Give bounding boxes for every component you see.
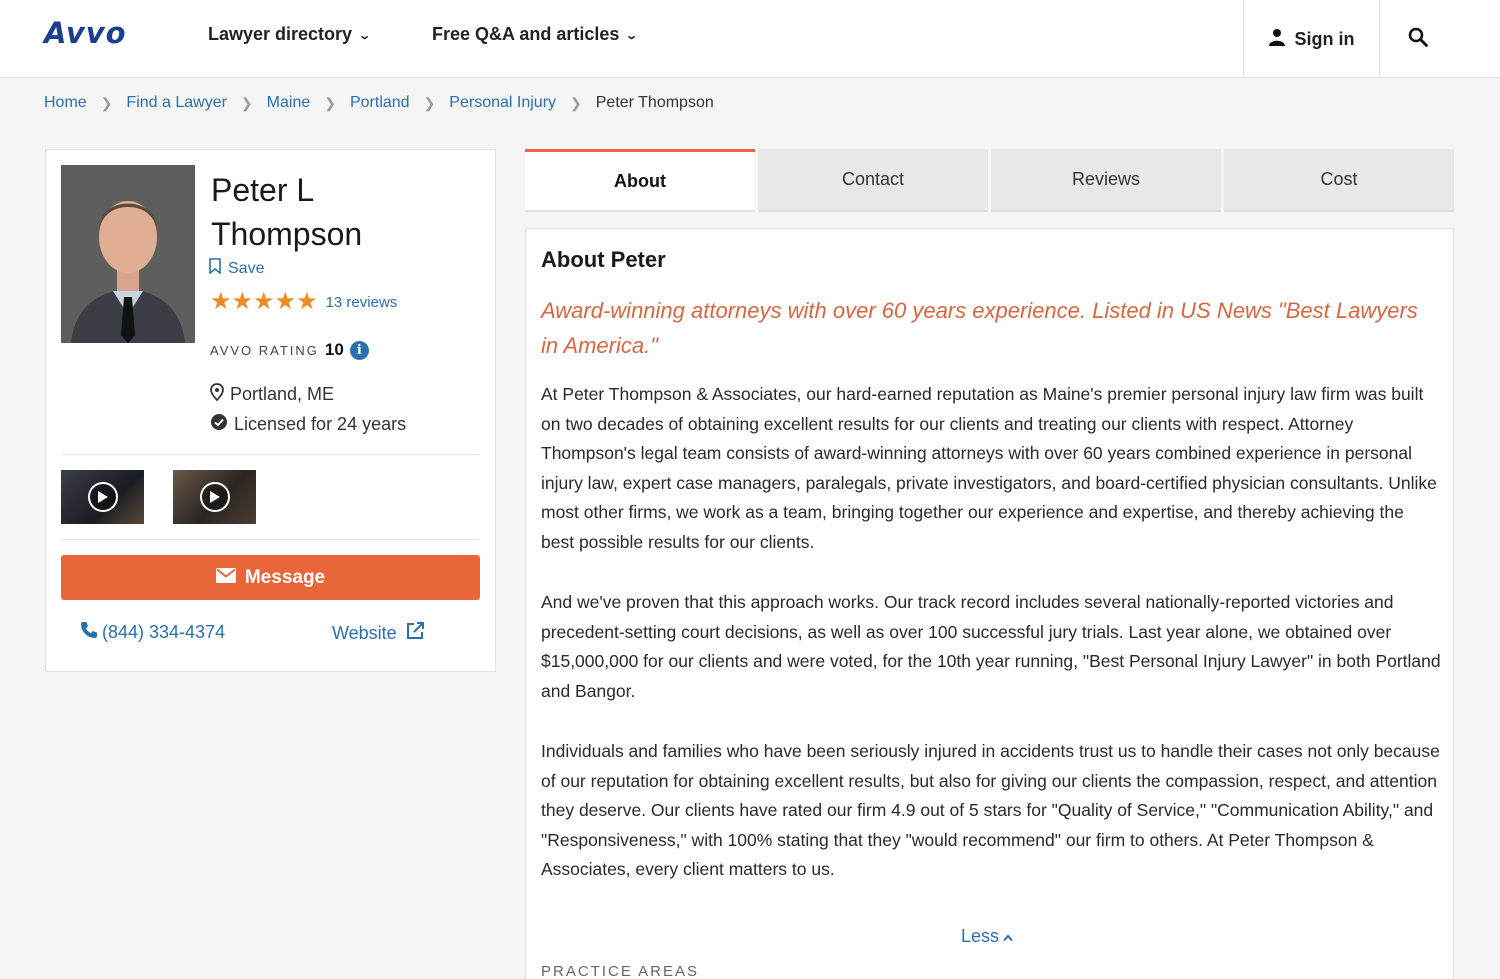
phone-icon — [80, 621, 98, 644]
tab-cost[interactable]: Cost — [1224, 149, 1454, 212]
location — [210, 383, 334, 406]
breadcrumb — [44, 94, 714, 112]
nav-lawyer-directory-label: Lawyer directory — [208, 24, 353, 44]
chevron-down-icon: ⌄ — [358, 30, 372, 42]
license-info — [210, 413, 406, 436]
lawyer-name: Peter L Thompson — [211, 172, 363, 252]
bookmark-icon — [209, 258, 221, 279]
save-label: Save — [228, 259, 265, 277]
tab-about[interactable]: About — [525, 149, 755, 212]
tab-reviews[interactable]: Reviews — [991, 149, 1221, 212]
chevron-right-icon: ❯ — [100, 94, 113, 111]
divider — [61, 539, 479, 540]
breadcrumb-personal-injury[interactable]: Personal Injury — [449, 94, 557, 111]
chevron-up-icon — [1003, 926, 1013, 947]
breadcrumb-portland[interactable]: Portland — [349, 94, 410, 111]
review-summary — [210, 290, 397, 314]
about-title: About Peter — [541, 247, 666, 272]
sign-in-button[interactable] — [1243, 0, 1380, 78]
chevron-right-icon: ❯ — [240, 94, 253, 111]
message-button[interactable] — [61, 555, 480, 600]
sign-in-label: Sign in — [1294, 28, 1355, 49]
practice-areas-heading: PRACTICE AREAS — [541, 963, 700, 979]
nav-lawyer-directory[interactable] — [208, 24, 372, 45]
about-paragraph: At Peter Thompson & Associates, our hard-earned reputation as Maine's premier personal injury law firm was built on two decades of obtaining excellent results for our clients and treating our clients with respect. Attorney Thompson's legal team consists of award-winning attorneys with over 60 years combined experience in personal injury law, expert case managers, paralegals, private investigators, and board-certified physician consultants. Unlike most other firms, we work as a team, bringing together our experience and expertise, and thereby achieving the best possible results for our clients. — [541, 384, 1437, 552]
reviews-link[interactable]: 13 reviews — [325, 293, 398, 311]
lawyer-photo — [61, 165, 195, 343]
check-circle-icon — [210, 413, 228, 436]
lawyer-profile-card — [45, 149, 496, 672]
search-button[interactable] — [1380, 0, 1455, 78]
avvo-rating-value: 10 — [324, 340, 344, 359]
nav-free-qa-articles-label: Free Q&A and articles — [432, 24, 620, 44]
phone-link[interactable] — [80, 621, 225, 644]
location-text: Portland, ME — [230, 384, 335, 404]
map-pin-icon — [210, 383, 224, 406]
about-tagline: Award-winning attorneys with over 60 years experience. Listed in US News "Best Lawyers in America." — [541, 298, 1418, 358]
play-icon — [88, 482, 118, 512]
chevron-right-icon: ❯ — [423, 94, 436, 111]
license-text: Licensed for 24 years — [234, 414, 407, 434]
avvo-rating — [210, 340, 369, 360]
play-icon — [200, 482, 230, 512]
about-panel — [525, 228, 1454, 979]
top-navigation-bar — [0, 0, 1500, 78]
video-thumbnail[interactable] — [61, 470, 144, 524]
envelope-icon — [216, 567, 236, 589]
info-icon[interactable]: i — [350, 341, 369, 360]
breadcrumb-find-a-lawyer[interactable]: Find a Lawyer — [126, 94, 227, 111]
save-button[interactable] — [209, 258, 264, 279]
avvo-rating-label: AVVO RATING — [210, 342, 319, 358]
about-paragraph: Individuals and families who have been seriously injured in accidents trust us to handle their cases not only because of our reputation for obtaining excellent results, but also for giving our clients the compassion, respect, and attention they deserve. Our clients have rated our firm 4.9 out of 5 stars for "Quality of Service," "Communication Ability," and "Responsiveness," with 100% stating that they "would recommend" our firm to others. At Peter Thompson & Associates, every client matters to us. — [541, 741, 1440, 880]
website-link[interactable] — [332, 621, 425, 646]
nav-free-qa-articles[interactable] — [432, 24, 637, 45]
message-label: Message — [244, 566, 326, 588]
star-rating: ★★★★★ — [210, 288, 318, 315]
breadcrumb-home[interactable]: Home — [44, 94, 87, 111]
divider — [61, 454, 479, 455]
about-paragraph: And we've proven that this approach works. Our track record includes several nationally-reported victories and precedent-setting court decisions, as well as over 100 successful jury trials. Last year alone, we obtained over $15,000,000 for our clients and were voted, for the 10th year running, "Best Personal Injury Lawyer" in both Portland and Bangor. — [541, 592, 1441, 701]
profile-tabs — [525, 149, 1454, 212]
chevron-right-icon: ❯ — [324, 94, 336, 111]
less-label: Less — [961, 926, 1000, 946]
website-label: Website — [332, 623, 397, 643]
avvo-logo[interactable]: Avvo — [44, 16, 127, 50]
tab-contact[interactable]: Contact — [758, 149, 988, 212]
breadcrumb-maine[interactable]: Maine — [266, 94, 311, 111]
phone-number: (844) 334-4374 — [102, 622, 226, 642]
chevron-down-icon: ⌄ — [625, 30, 639, 42]
search-icon — [1408, 27, 1428, 52]
video-thumbnail[interactable] — [173, 470, 256, 524]
chevron-right-icon: ❯ — [570, 94, 582, 111]
external-link-icon — [405, 621, 425, 646]
less-toggle[interactable] — [961, 926, 1013, 947]
user-icon — [1269, 28, 1285, 51]
breadcrumb-current: Peter Thompson — [595, 94, 714, 111]
